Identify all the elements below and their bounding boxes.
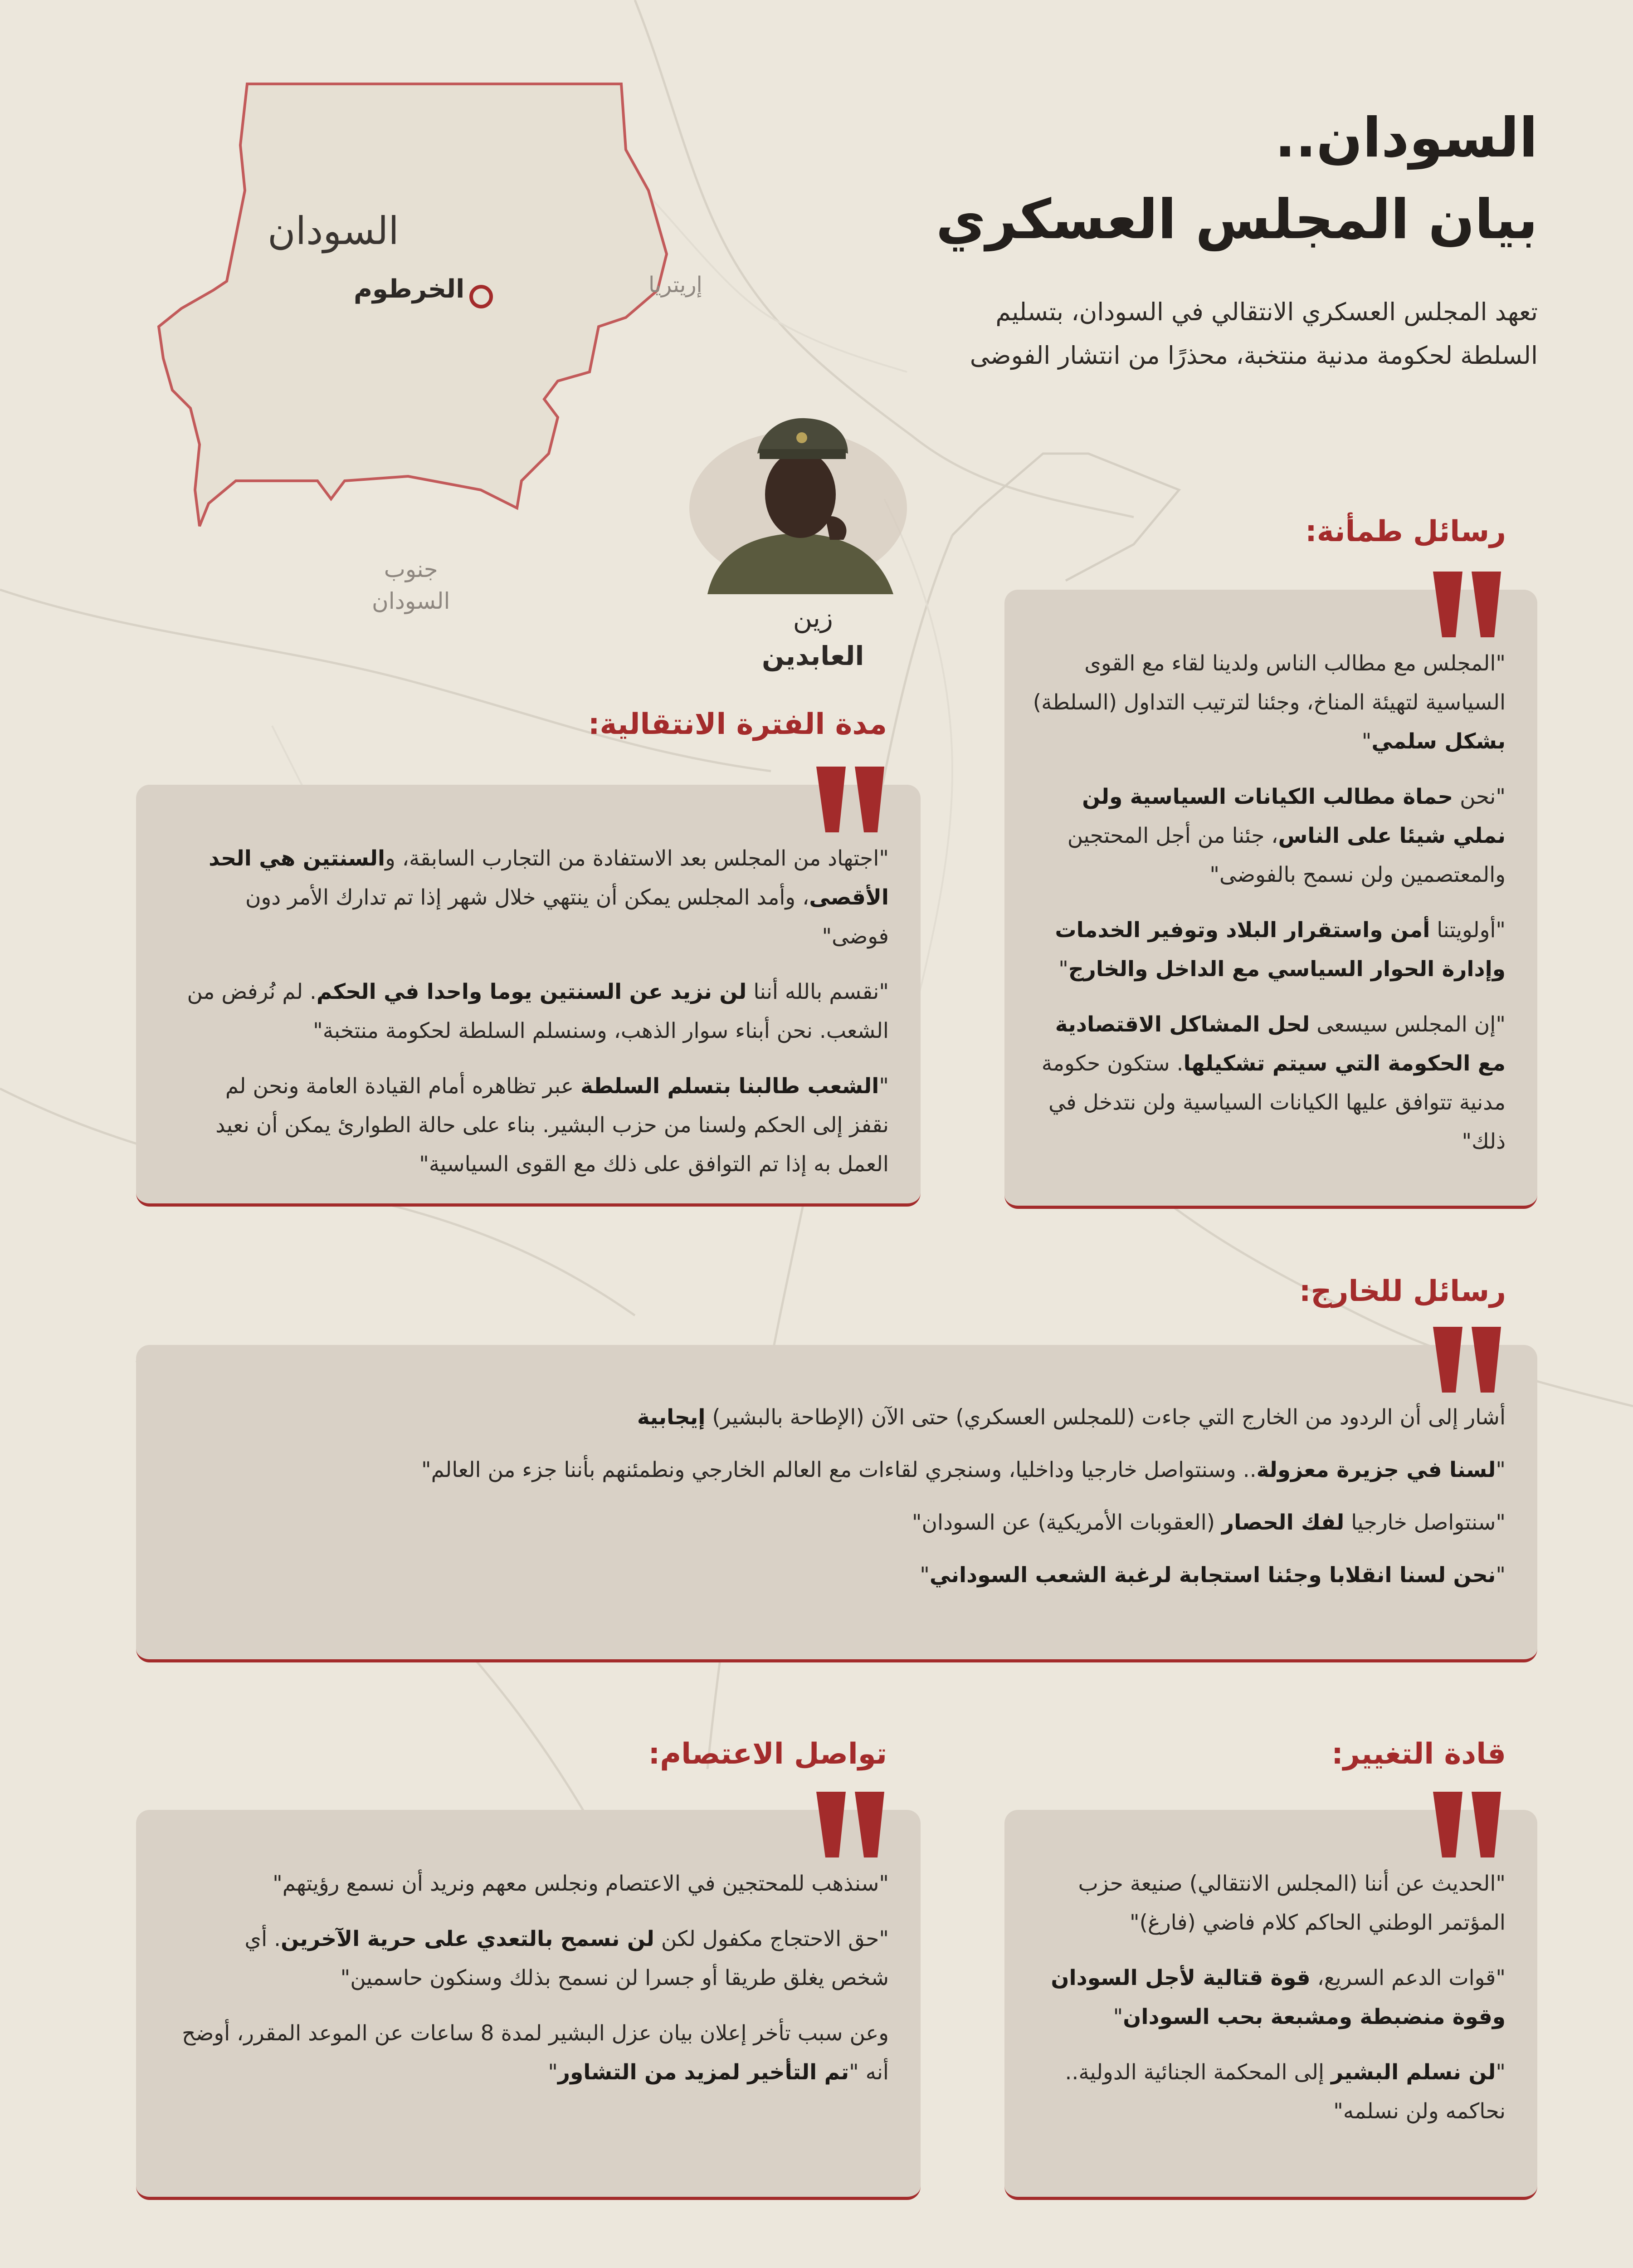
general-portrait xyxy=(680,404,916,594)
sudan-outline xyxy=(159,84,667,526)
quote-text: "المجلس مع مطالب الناس ولدينا لقاء مع القوى السياسية لتهيئة المناخ، وجئنا لترتيب التداول (السلطة) xyxy=(1033,651,1506,715)
quote-emphasis: السنتين هي الحد الأقصى xyxy=(209,846,889,910)
quote-emphasis: حماة مطالب الكيانات السياسية ولن نملي شيئا على الناس xyxy=(1082,784,1506,848)
quote-paragraph xyxy=(181,1067,889,1184)
card-reassurance xyxy=(1004,590,1537,1209)
quote-mark-icon xyxy=(1428,572,1506,649)
quotes-reassurance xyxy=(1032,644,1506,1178)
quote-text: "سنتواصل خارجيا xyxy=(1344,1510,1506,1535)
quote-paragraph xyxy=(1032,911,1506,989)
quote-text: " xyxy=(1496,2060,1506,2085)
map-label-eritrea: إريتريا xyxy=(648,272,702,298)
quote-mark-icon xyxy=(812,1792,889,1869)
quote-text: (العقوبات الأمريكية) عن السودان" xyxy=(912,1510,1222,1535)
quote-text: "أولويتنا xyxy=(1430,918,1506,943)
quote-text: وعن سبب تأخر إعلان بيان عزل البشير لمدة 8 ساعات عن الموعد المقرر، أوضح أنه " xyxy=(182,2021,889,2085)
quote-paragraph xyxy=(181,839,889,956)
quote-text: "قوات الدعم السريع، xyxy=(1310,1965,1506,1990)
quote-text: عبر تظاهره أمام القيادة العامة ونحن لم نقفز إلى الحكم ولسنا من حزب البشير. بناء على حالة الطوارئ يمكن أن نعيد العمل به إذا تم التوافق على ذلك مع القوى السياسية" xyxy=(215,1074,889,1177)
quote-emphasis: قوة قتالية لأجل السودان وقوة منضبطة ومشبعة بحب السودان xyxy=(1051,1965,1506,2029)
quote-emphasis: أمن واستقرار البلاد وتوفير الخدمات وإدارة الحوار السياسي مع الداخل والخارج xyxy=(1055,918,1506,982)
map-label-sudan: السودان xyxy=(268,209,399,253)
quote-paragraph xyxy=(181,2014,889,2092)
quote-paragraph xyxy=(236,1557,1506,1593)
quote-text: " xyxy=(920,1563,930,1588)
card-sitin xyxy=(136,1810,921,2200)
quote-paragraph xyxy=(1032,644,1506,761)
quotes-sitin xyxy=(181,1864,889,2108)
section-title-abroad: رسائل للخارج: xyxy=(1299,1275,1506,1308)
section-title-reassurance: رسائل طمأنة: xyxy=(1305,515,1506,548)
quote-text: " xyxy=(1496,1457,1506,1482)
quote-text: "نحن xyxy=(1453,784,1506,809)
section-title-transition: مدة الفترة الانتقالية: xyxy=(588,708,887,741)
section-title-leaders: قادة التغيير: xyxy=(1331,1737,1506,1771)
quote-emphasis: لسنا في جزيرة معزولة xyxy=(1256,1457,1496,1482)
quote-text: "نقسم بالله أننا xyxy=(746,979,889,1004)
quote-text: ، جئنا من أجل المحتجين والمعتصمين ولن نسمح بالفوضى" xyxy=(1067,823,1506,887)
page-title xyxy=(767,98,1538,261)
quote-text: . ستكون حكومة مدنية تتوافق عليها الكيانات السياسية ولن نتدخل في ذلك" xyxy=(1041,1051,1506,1154)
quote-paragraph xyxy=(181,973,889,1051)
map-label-khartoum: الخرطوم xyxy=(354,274,465,304)
quote-emphasis: نحن لسنا انقلابا وجئنا استجابة لرغبة الشعب السوداني xyxy=(929,1563,1496,1588)
quote-emphasis: لن نزيد عن السنتين يوما واحدا في الحكم xyxy=(316,979,747,1004)
quotes-leaders xyxy=(1032,1864,1506,2147)
quote-text: " xyxy=(1058,957,1068,982)
quote-text: . أي شخص يغلق طريقا أو جسرا لن نسمح بذلك وسنكون حاسمين" xyxy=(244,1926,889,1990)
title-line-2: بيان المجلس العسكري xyxy=(936,188,1538,251)
general-name: زين العابدين xyxy=(762,602,864,671)
quote-paragraph xyxy=(236,1452,1506,1488)
quote-emphasis: لن نسلم البشير xyxy=(1331,2060,1496,2085)
title-line-1: السودان.. xyxy=(1275,107,1538,170)
quote-emphasis: لحل المشاكل الاقتصادية مع الحكومة التي سيتم تشكيلها xyxy=(1055,1012,1506,1076)
map-label-south-sudan: جنوب السودان xyxy=(372,556,450,614)
quote-text: إلى المحكمة الجنائية الدولية.. نحاكمه ولن نسلمه" xyxy=(1065,2060,1506,2124)
quote-emphasis: الشعب طالبنا بتسلم السلطة xyxy=(580,1074,879,1099)
quote-text: "اجتهاد من المجلس بعد الاستفادة من التجارب السابقة، و xyxy=(385,846,889,871)
quote-paragraph xyxy=(181,1920,889,1998)
quote-text: "حق الاحتجاج مكفول لكن xyxy=(654,1926,889,1951)
quote-text: أشار إلى أن الردود من الخارج التي جاءت (للمجلس العسكري) حتى الآن (الإطاحة بالبشير) xyxy=(705,1405,1506,1430)
quote-text: "إن المجلس سيسعى xyxy=(1310,1012,1506,1037)
quote-paragraph xyxy=(1032,777,1506,894)
quote-paragraph xyxy=(1032,1959,1506,2037)
quote-text: ، وأمد المجلس يمكن أن ينتهي خلال شهر إذا تم تدارك الأمر دون فوضى" xyxy=(245,885,889,949)
quote-text: " xyxy=(1496,1563,1506,1588)
quote-mark-icon xyxy=(812,767,889,844)
quote-text: " xyxy=(879,1074,889,1099)
quote-mark-icon xyxy=(1428,1792,1506,1869)
card-abroad xyxy=(136,1345,1537,1662)
quote-paragraph xyxy=(236,1399,1506,1436)
quote-text: .. وسنتواصل خارجيا وداخليا، وسنجري لقاءات مع العالم الخارجي ونطمئنهم بأننا جزء من العالم" xyxy=(421,1457,1257,1482)
lead-paragraph: تعهد المجلس العسكري الانتقالي في السودان، بتسليم السلطة لحكومة مدنية منتخبة، محذرًا من انتشار الفوضى xyxy=(970,298,1538,370)
quote-text: "الحديث عن أننا (المجلس الانتقالي) صنيعة حزب المؤتمر الوطني الحاكم كلام فاضي (فارغ)" xyxy=(1078,1871,1506,1935)
quote-text: " xyxy=(1113,2004,1123,2029)
quote-emphasis: إيجابية xyxy=(637,1405,706,1430)
capital-marker-icon xyxy=(469,285,493,308)
quotes-abroad xyxy=(236,1399,1506,1610)
quote-paragraph xyxy=(1032,2053,1506,2131)
card-leaders xyxy=(1004,1810,1537,2200)
quote-emphasis: لن نسمح بالتعدي على حرية الآخرين xyxy=(281,1926,654,1951)
quote-emphasis: تم التأخير لمزيد من التشاور xyxy=(557,2060,849,2085)
quote-paragraph xyxy=(1032,1005,1506,1161)
section-title-sitin: تواصل الاعتصام: xyxy=(648,1737,887,1771)
quote-paragraph xyxy=(236,1505,1506,1541)
quote-text: " xyxy=(548,2060,558,2085)
quotes-transition xyxy=(181,839,889,1200)
quote-emphasis: بشكل سلمي xyxy=(1371,729,1506,754)
quote-mark-icon xyxy=(1428,1327,1506,1404)
card-transition xyxy=(136,785,921,1207)
quote-text: " xyxy=(1361,729,1372,754)
quote-paragraph xyxy=(1032,1864,1506,1942)
quote-emphasis: لفك الحصار xyxy=(1222,1510,1345,1535)
quote-text: . لم نُرفض من الشعب. نحن أبناء سوار الذهب، وسنسلم السلطة لحكومة منتخبة" xyxy=(187,979,889,1043)
quote-paragraph xyxy=(181,1864,889,1903)
quote-text: "سنذهب للمحتجين في الاعتصام ونجلس معهم ونريد أن نسمع رؤيتهم" xyxy=(273,1871,889,1896)
